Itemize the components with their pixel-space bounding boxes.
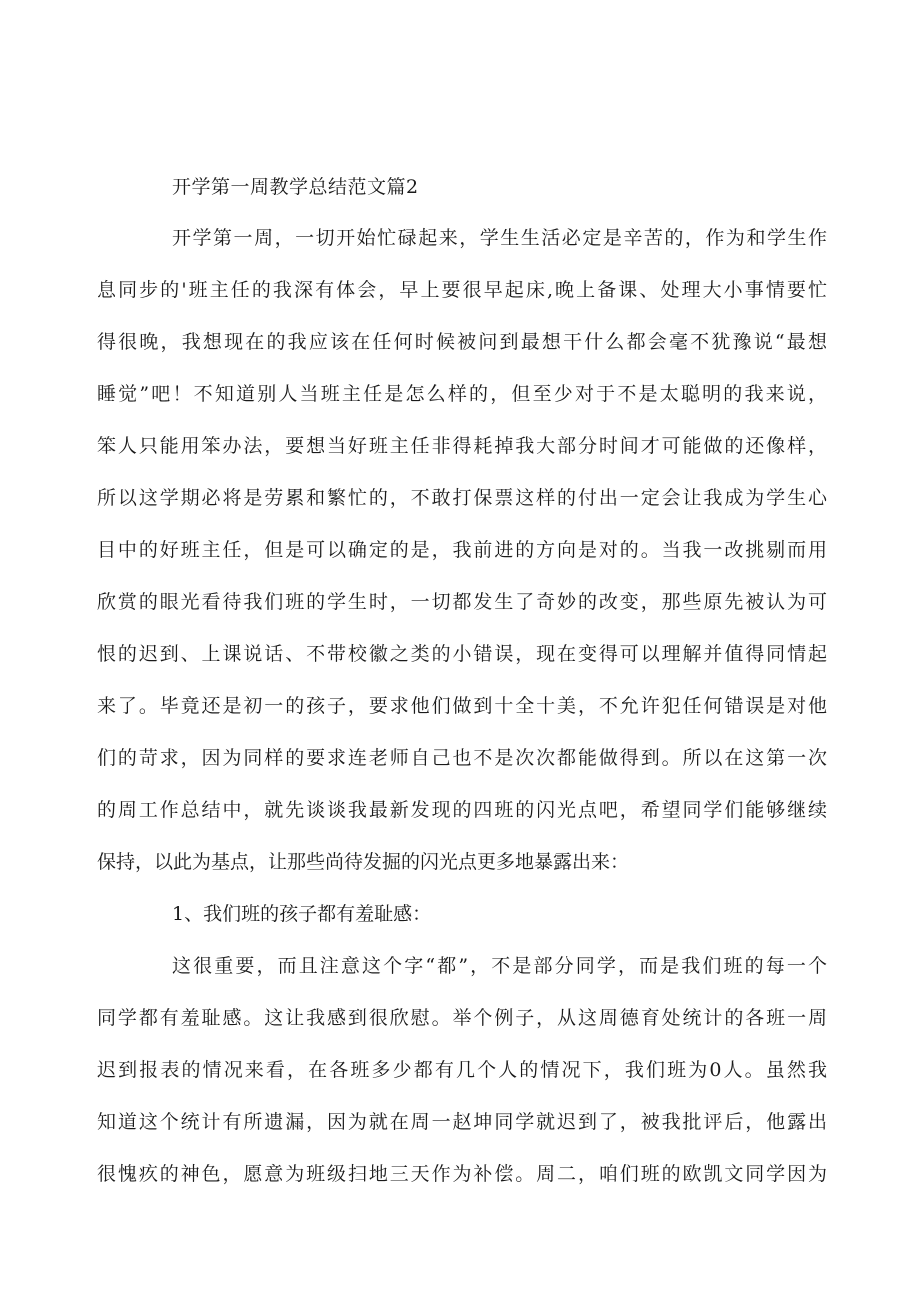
section-heading: 1、我们班的孩子都有羞耻感： [172, 903, 432, 925]
paragraph-line: 所以这学期必将是劳累和繁忙的，不敢打保票这样的付出一定会让我成为学生心 [97, 487, 827, 509]
paragraph-line: 欣赏的眼光看待我们班的学生时，一切都发生了奇妙的改变，那些原先被认为可 [97, 591, 827, 613]
paragraph-line: 很愧疚的神色，愿意为班级扫地三天作为补偿。周二，咱们班的欧凯文同学因为 [97, 1163, 827, 1185]
paragraph-line: 目中的好班主任，但是可以确定的是，我前进的方向是对的。当我一改挑剔而用 [97, 539, 827, 561]
paragraph-line: 这很重要，而且注意这个字“都”，不是部分同学，而是我们班的每一个 [172, 955, 827, 977]
paragraph-line: 们的苛求，因为同样的要求连老师自己也不是次次都能做得到。所以在这第一次 [97, 747, 827, 769]
paragraph-line: 知道这个统计有所遗漏，因为就在周一赵坤同学就迟到了，被我批评后，他露出 [97, 1111, 827, 1133]
paragraph-line: 保持，以此为基点，让那些尚待发掘的闪光点更多地暴露出来： [97, 851, 630, 873]
paragraph-line: 同学都有羞耻感。这让我感到很欣慰。举个例子，从这周德育处统计的各班一周 [97, 1007, 827, 1029]
paragraph-line: 开学第一周，一切开始忙碌起来，学生生活必定是辛苦的，作为和学生作 [172, 227, 827, 249]
paragraph-line: 来了。毕竟还是初一的孩子，要求他们做到十全十美，不允许犯任何错误是对他 [97, 695, 827, 717]
paragraph-line: 睡觉”吧！不知道别人当班主任是怎么样的，但至少对于不是太聪明的我来说， [97, 383, 827, 405]
paragraph-line: 得很晚，我想现在的我应该在任何时候被问到最想干什么都会毫不犹豫说“最想 [97, 331, 827, 353]
paragraph-line: 息同步的'班主任的我深有体会，早上要很早起床,晚上备课、处理大小事情要忙 [97, 279, 827, 301]
paragraph-line: 迟到报表的情况来看，在各班多少都有几个人的情况下，我们班为0人。虽然我 [97, 1059, 827, 1081]
paragraph-line: 的周工作总结中，就先谈谈我最新发现的四班的闪光点吧，希望同学们能够继续 [97, 799, 827, 821]
document-title: 开学第一周教学总结范文篇2 [172, 176, 419, 198]
paragraph-line: 笨人只能用笨办法，要想当好班主任非得耗掉我大部分时间才可能做的还像样， [97, 435, 827, 457]
paragraph-line: 恨的迟到、上课说话、不带校徽之类的小错误，现在变得可以理解并值得同情起 [97, 643, 827, 665]
